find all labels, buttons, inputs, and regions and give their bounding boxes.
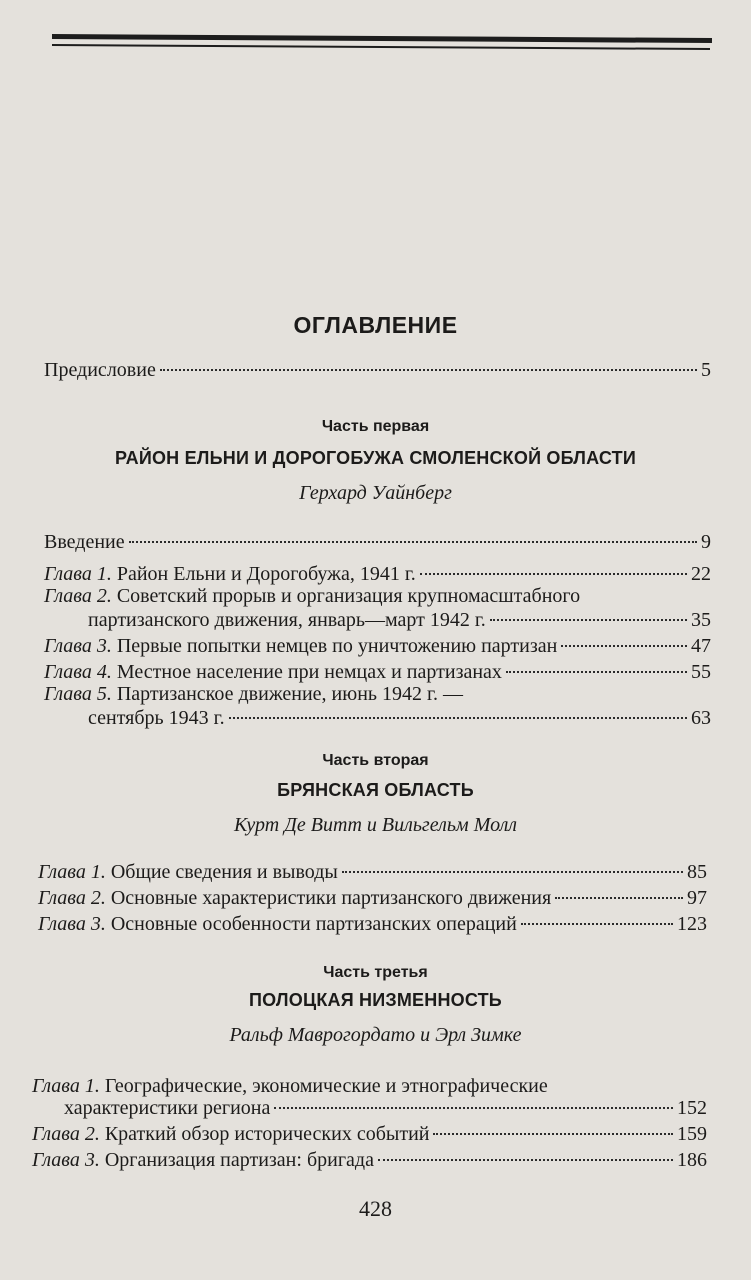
toc-entry-chapter-cont — [64, 1094, 707, 1122]
chapter-title: Советский прорыв и организация крупномасштабного — [116, 585, 581, 607]
top-rule-thick — [52, 34, 712, 43]
entry-page: 159 — [677, 1123, 707, 1145]
chapter-title: Основные характеристики партизанского движения — [110, 887, 552, 909]
toc-heading: ОГЛАВЛЕНИЕ — [293, 312, 458, 338]
toc-entry-intro — [44, 528, 711, 556]
leader-dots — [433, 1133, 673, 1135]
chapter-title-cont: партизанского движения, январь—март 1942 г. — [88, 609, 486, 631]
page-number: 428 — [359, 1196, 392, 1221]
leader-dots — [378, 1159, 673, 1161]
part-authors: Курт Де Витт и Вильгельм Молл — [233, 814, 518, 836]
entry-label: Введение — [44, 531, 125, 553]
leader-dots — [506, 671, 687, 673]
part-title: ПОЛОЦКАЯ НИЗМЕННОСТЬ — [249, 990, 502, 1010]
leader-dots — [129, 541, 697, 543]
chapter-prefix: Глава 3. — [44, 635, 112, 657]
chapter-title: Общие сведения и выводы — [110, 861, 338, 883]
chapter-prefix: Глава 2. — [38, 887, 106, 909]
entry-page: 35 — [691, 609, 711, 631]
leader-dots — [160, 369, 697, 371]
chapter-title: Район Ельни и Дорогобужа, 1941 г. — [116, 563, 416, 585]
toc-entry-chapter-cont — [88, 704, 711, 732]
leader-dots — [274, 1107, 673, 1109]
chapter-title-cont: характеристики региона — [64, 1097, 271, 1119]
entry-label: Предисловие — [44, 359, 156, 381]
chapter-title: Основные особенности партизанских операций — [110, 913, 517, 935]
chapter-title: Организация партизан: бригада — [104, 1149, 374, 1171]
entry-page: 97 — [687, 887, 707, 909]
part-label: Часть третья — [323, 964, 428, 981]
leader-dots — [420, 573, 687, 575]
entry-page: 63 — [691, 707, 711, 729]
toc-entry-chapter — [38, 910, 707, 938]
part-authors: Герхард Уайнберг — [299, 482, 452, 504]
chapter-prefix: Глава 3. — [32, 1149, 100, 1171]
part-authors: Ральф Маврогордато и Эрл Зимке — [229, 1024, 522, 1046]
chapter-title-cont: сентябрь 1943 г. — [88, 707, 225, 729]
toc-entry-chapter-cont — [88, 606, 711, 634]
leader-dots — [555, 897, 683, 899]
entry-page: 186 — [677, 1149, 707, 1171]
entry-page: 9 — [701, 531, 711, 553]
leader-dots — [561, 645, 687, 647]
chapter-prefix: Глава 2. — [32, 1123, 100, 1145]
toc-entry-chapter — [38, 884, 707, 912]
leader-dots — [490, 619, 687, 621]
part-label: Часть первая — [321, 418, 430, 435]
chapter-title: Первые попытки немцев по уничтожению партизан — [116, 635, 558, 657]
leader-dots — [521, 923, 673, 925]
toc-entry-chapter — [38, 858, 707, 886]
chapter-prefix: Глава 2. — [44, 585, 112, 607]
toc-entry-chapter — [32, 1146, 707, 1174]
chapter-title: Местное население при немцах и партизанах — [116, 661, 502, 683]
top-rule-thin — [52, 44, 710, 50]
entry-page: 55 — [691, 661, 711, 683]
entry-page: 22 — [691, 563, 711, 585]
entry-page: 152 — [677, 1097, 707, 1119]
part-label: Часть вторая — [322, 752, 429, 769]
entry-page: 123 — [677, 913, 707, 935]
chapter-title: Географические, экономические и этнографические — [104, 1075, 548, 1097]
chapter-prefix: Глава 1. — [32, 1075, 100, 1097]
leader-dots — [229, 717, 687, 719]
part-title: РАЙОН ЕЛЬНИ И ДОРОГОБУЖА СМОЛЕНСКОЙ ОБЛАСТИ — [115, 448, 636, 468]
part-title: БРЯНСКАЯ ОБЛАСТЬ — [277, 780, 474, 800]
entry-page: 5 — [701, 359, 711, 381]
entry-page: 85 — [687, 861, 707, 883]
chapter-title: Партизанское движение, июнь 1942 г. — — [116, 683, 463, 705]
toc-entry-chapter — [32, 1120, 707, 1148]
chapter-prefix: Глава 1. — [38, 861, 106, 883]
chapter-prefix: Глава 4. — [44, 661, 112, 683]
chapter-title: Краткий обзор исторических событий — [104, 1123, 430, 1145]
entry-page: 47 — [691, 635, 711, 657]
chapter-prefix: Глава 1. — [44, 563, 112, 585]
chapter-prefix: Глава 5. — [44, 683, 112, 705]
toc-entry-chapter — [44, 632, 711, 660]
chapter-prefix: Глава 3. — [38, 913, 106, 935]
toc-entry-preface — [44, 356, 711, 384]
leader-dots — [342, 871, 683, 873]
